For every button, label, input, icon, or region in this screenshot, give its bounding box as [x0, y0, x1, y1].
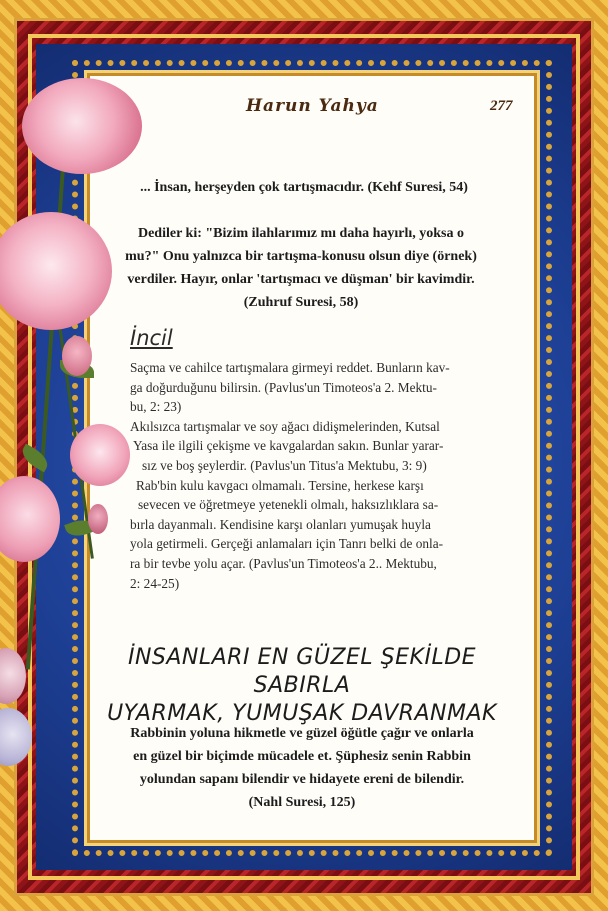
incil-body — [130, 358, 502, 593]
quote-line: Dediler ki: "Bizim ilahlarımız mı daha hayırlı, yoksa o — [137, 226, 465, 241]
page-number: 277 — [490, 98, 513, 114]
quote-nahl — [100, 722, 504, 814]
body-line: Rab'bin kulu kavgacı olmamalı. Tersine, herkese karşı — [136, 477, 424, 493]
quote-line: en güzel bir biçimde mücadele et. Şüphesiz senin Rabbin — [133, 749, 471, 764]
quote-kehf: ... İnsan, herşeyden çok tartışmacıdır. (Kehf Suresi, 54) — [140, 180, 468, 195]
body-line: Saçma ve cahilce tartışmalara girmeyi reddet. Bunların kav- — [130, 360, 450, 375]
body-line: sız ve boş şeylerdir. (Pavlus'un Titus'a Mektubu, 3: 9) — [142, 457, 427, 473]
quote-line: verdiler. Hayır, onlar 'tartışmacı ve düşman' bir kavimdir. — [127, 272, 475, 287]
quote-line: Rabbinin yoluna hikmetle ve güzel öğütle çağır ve onlarla — [130, 726, 474, 741]
rose-bud-icon — [88, 504, 108, 534]
rose-bud-icon — [62, 336, 92, 376]
section-heading — [100, 644, 504, 728]
body-line: Akılsızca tartışmalar ve soy ağacı didişmelerinden, Kutsal — [130, 418, 440, 434]
quote-reference: (Nahl Suresi, 125) — [248, 795, 356, 810]
quote-zuhruf — [100, 222, 502, 314]
section-label-incil: İncil — [130, 326, 173, 350]
rose-icon — [22, 78, 142, 174]
quote-line: mu?" Onu yalnızca bir tartışma-konusu olsun diye (örnek) — [125, 249, 477, 264]
body-line: yola getirmeli. Gerçeği anlamaları için Tanrı belki de onla- — [130, 536, 444, 552]
header-title: Harun Yahya — [246, 96, 379, 116]
body-line: ra bir tevbe yolu açar. (Pavlus'un Timoteos'a 2.. Mektubu, — [130, 555, 437, 571]
body-line: sevecen ve öğretmeye yetenekli olmalı, haksızlıklara sa- — [138, 497, 439, 513]
heading-line: İNSANLARI EN GÜZEL ŞEKİLDE SABIRLA — [127, 645, 477, 698]
body-line: ga doğurduğunu bilirsin. (Pavlus'un Timoteos'a 2. Mektu- — [130, 379, 437, 395]
body-line: 2: 24-25) — [130, 575, 180, 591]
heading-line: UYARMAK, YUMUŞAK DAVRANMAK — [107, 701, 497, 726]
body-line: bu, 2: 23) — [130, 399, 182, 415]
body-line: Yasa ile ilgili çekişme ve kavgalardan sakın. Bunlar yarar- — [133, 438, 444, 454]
quote-reference: (Zuhruf Suresi, 58) — [243, 295, 359, 310]
quote-line: yolundan sapanı bilendir ve hidayete ereni de bilendir. — [139, 772, 465, 787]
body-line: bırla dayanmalı. Kendisine karşı olanları yumuşak huyla — [130, 516, 431, 532]
rose-icon — [70, 424, 130, 486]
